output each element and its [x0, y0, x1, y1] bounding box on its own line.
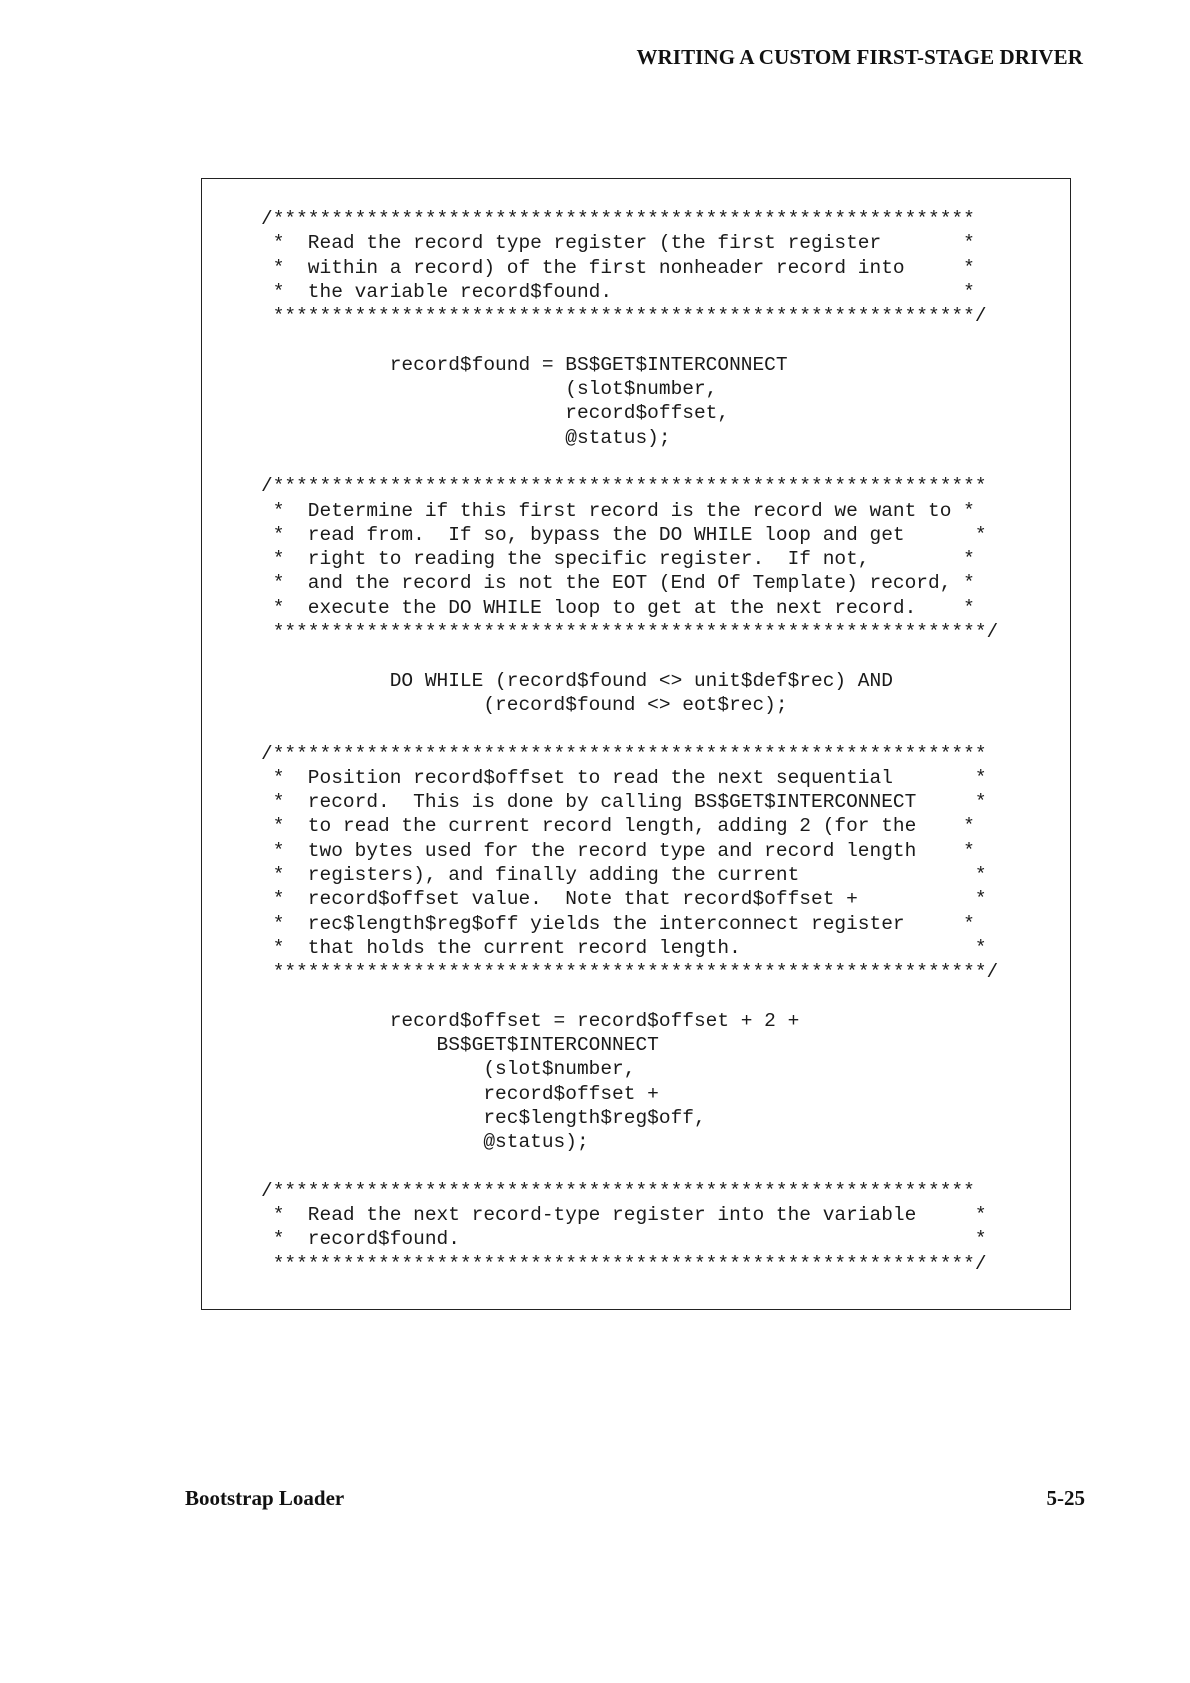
code-line: record$offset, — [261, 402, 730, 425]
code-line: * that holds the current record length. * — [261, 936, 987, 959]
code-line: @status); — [261, 426, 671, 449]
code-line — [261, 1155, 998, 1179]
code-line: *************************************************************/ — [261, 621, 999, 644]
code-line: record$offset + — [261, 1082, 659, 1105]
code-line: ************************************************************/ — [261, 1252, 987, 1275]
code-line: rec$length$reg$off, — [261, 1106, 706, 1129]
code-line: * record. This is done by calling BS$GET$INTERCONNECT * — [261, 791, 987, 814]
footer-page-number: 5-25 — [1046, 1486, 1085, 1510]
running-head: WRITING A CUSTOM FIRST-STAGE DRIVER — [636, 45, 1083, 69]
code-line: * Read the record type register (the first register * — [261, 232, 975, 255]
code-line: record$found = BS$GET$INTERCONNECT — [261, 353, 788, 376]
code-line: ************************************************************/ — [261, 305, 987, 328]
code-line: * and the record is not the EOT (End Of Template) record, * — [261, 572, 975, 595]
code-line: * the variable record$found. * — [261, 280, 975, 303]
code-line: * read from. If so, bypass the DO WHILE loop and get * — [261, 523, 987, 546]
code-line: *************************************************************/ — [261, 961, 999, 984]
code-line: * Position record$offset to read the next sequential * — [261, 766, 987, 789]
code-line: (slot$number, — [261, 378, 718, 401]
code-line: BS$GET$INTERCONNECT — [261, 1034, 659, 1057]
code-line: /************************************************************ — [261, 1179, 975, 1202]
code-line: * record$found. * — [261, 1228, 987, 1251]
code-line: * rec$length$reg$off yields the interconnect register * — [261, 912, 975, 935]
code-line: * registers), and finally adding the current * — [261, 864, 987, 887]
code-line — [261, 644, 998, 668]
code-line: (record$found <> eot$rec); — [261, 693, 788, 716]
code-line: * Read the next record-type register into the variable * — [261, 1204, 987, 1227]
code-line: * record$offset value. Note that record$offset + * — [261, 888, 987, 911]
code-line — [261, 328, 998, 352]
code-line — [261, 450, 998, 474]
code-line: /************************************************************* — [261, 742, 987, 765]
code-line: /************************************************************* — [261, 475, 987, 498]
footer-section-title: Bootstrap Loader — [185, 1486, 345, 1510]
code-line: * within a record) of the first nonheader record into * — [261, 256, 975, 279]
code-line — [261, 717, 998, 741]
code-line — [261, 985, 998, 1009]
code-line: * two bytes used for the record type and record length * — [261, 839, 975, 862]
code-line: /************************************************************ — [261, 208, 975, 230]
code-line: @status); — [261, 1131, 589, 1154]
code-line: * Determine if this first record is the record we want to * — [261, 499, 975, 522]
code-line: * to read the current record length, adding 2 (for the * — [261, 815, 975, 838]
code-line: DO WHILE (record$found <> unit$def$rec) AND — [261, 669, 893, 692]
code-line: * right to reading the specific register. If not, * — [261, 548, 975, 571]
code-line: record$offset = record$offset + 2 + — [261, 1009, 800, 1032]
code-line: * execute the DO WHILE loop to get at the next record. * — [261, 596, 975, 619]
code-line: (slot$number, — [261, 1058, 636, 1081]
code-listing — [261, 207, 998, 1276]
